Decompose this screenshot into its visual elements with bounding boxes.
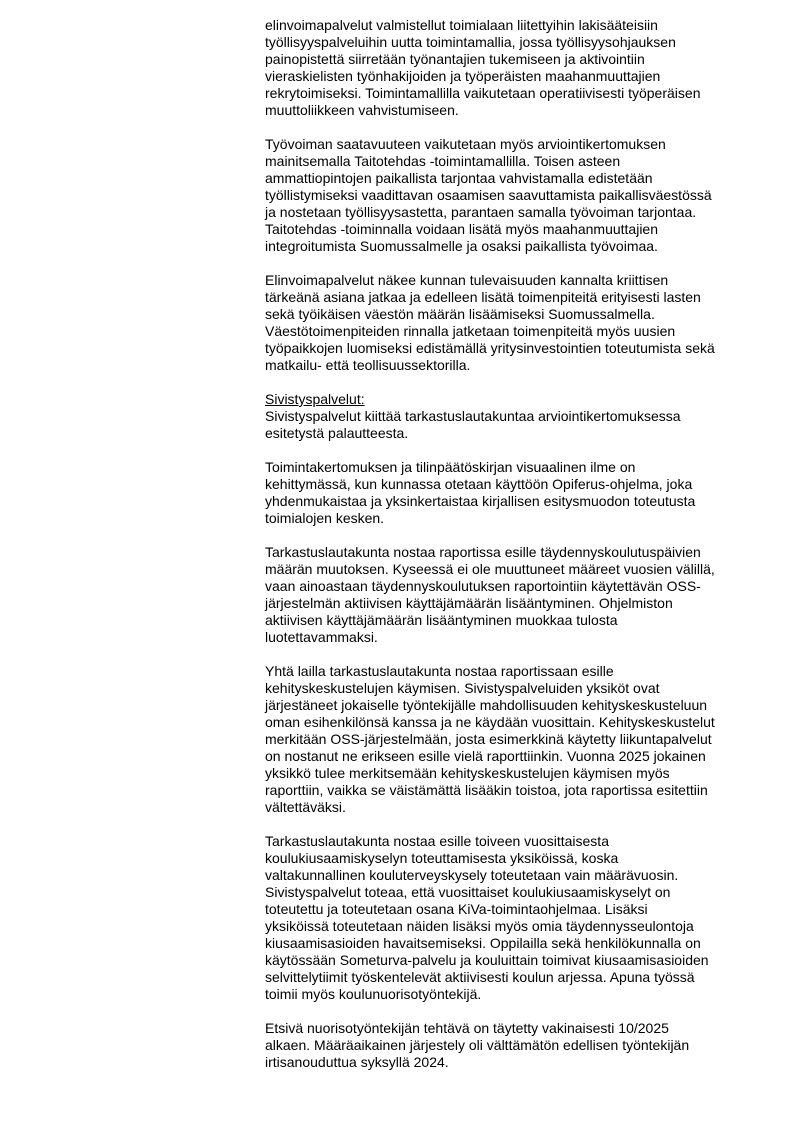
- text-line: mainitsemalla Taitotehdas -toimintamallilla. Toisen asteen: [265, 153, 621, 169]
- text-line: matkailu- että teollisuussektorilla.: [265, 357, 471, 373]
- text-line: käytössään Someturva-palvelu ja kouluittain toimivat kiusaamisasioiden: [265, 952, 709, 968]
- text-line: raporttiin, vaikka se väistämättä lisääkin toistoa, jota raportissa esitettiin: [265, 782, 708, 798]
- text-line: merkitään OSS-järjestelmään, josta esimerkkinä käytetty liikuntapalvelut: [265, 731, 712, 747]
- paragraph-koulukiusaaminen: [265, 833, 745, 1003]
- text-line: Taitotehdas -toiminnalla voidaan lisätä myös maahanmuuttajien: [265, 221, 658, 237]
- section-heading-sivistyspalvelut: Sivistyspalvelut:: [265, 391, 365, 407]
- text-line: Toimintakertomuksen ja tilinpäätöskirjan visuaalinen ilme on: [265, 459, 636, 475]
- document-page: [265, 17, 745, 1088]
- text-line: aktiivisen käyttäjämäärän lisääntyminen muokkaa tulosta: [265, 612, 618, 628]
- paragraph-taydennyskoulutus: [265, 544, 745, 646]
- text-line: koulukiusaamiskyselyn toteuttamisesta yksiköissä, koska: [265, 850, 619, 866]
- paragraph-kehityskeskustelut: [265, 663, 745, 816]
- text-line: integroitumista Suomussalmelle ja osaksi paikallista työvoimaa.: [265, 238, 658, 254]
- text-line: alkaen. Määräaikainen järjestely oli välttämätön edellisen työntekijän: [265, 1037, 690, 1053]
- text-line: työllistymiseksi vaadittavan osaamisen saavuttamista paikallisväestössä: [265, 187, 712, 203]
- text-line: ammattiopintojen paikallista tarjontaa vahvistamalla edistetään: [265, 170, 653, 186]
- text-line: järjestelmän aktiivisen käyttäjämäärän lisääntyminen. Ohjelmiston: [265, 595, 673, 611]
- text-line: painopistettä siirretään työnantajien tukemiseen ja aktivointiin: [265, 51, 645, 67]
- text-line: elinvoimapalvelut valmistellut toimialaan liitettyihin lakisääteisiin: [265, 17, 658, 33]
- text-line: valtakunnallinen kouluterveyskysely toteutetaan vain määrävuosin.: [265, 867, 679, 883]
- text-line: sekä työikäisen väestön määrän lisäämiseksi Suomussalmella.: [265, 306, 655, 322]
- paragraph-tyovoiman-saatavuus: [265, 136, 745, 255]
- text-line: Tarkastuslautakunta nostaa esille toiveen vuosittaisesta: [265, 833, 609, 849]
- text-line: Sivistyspalvelut kiittää tarkastuslautakuntaa arviointikertomuksessa: [265, 408, 681, 424]
- text-line: esitetystä palautteesta.: [265, 425, 409, 441]
- text-line: vältettäväksi.: [265, 799, 346, 815]
- text-line: vaan ainoastaan täydennyskoulutuksen raportointiin käytettävän OSS-: [265, 578, 701, 594]
- text-line: oman esihenkilönsä kanssa ja ne käydään vuosittain. Kehityskeskustelut: [265, 714, 715, 730]
- paragraph-etsiva-nuorisotyo: [265, 1020, 745, 1071]
- paragraph-sivistyspalvelut-kiitos: [265, 391, 745, 442]
- paragraph-elinvoima-tyollisyys: [265, 17, 745, 119]
- text-line: muuttoliikkeen vahvistumiseen.: [265, 102, 459, 118]
- text-line: irtisanouduttua syksyllä 2024.: [265, 1054, 449, 1070]
- text-line: vieraskielisten työnhakijoiden ja työperäisten maahanmuuttajien: [265, 68, 661, 84]
- text-line: yhdenmukaistaa ja yksinkertaistaa kirjallisen esitysmuodon toteutusta: [265, 493, 696, 509]
- text-line: yksiköissä toteutetaan näiden lisäksi myös omia täydennysseulontoja: [265, 918, 694, 934]
- text-line: toteutettu ja toteutetaan osana KiVa-toimintaohjelmaa. Lisäksi: [265, 901, 648, 917]
- text-line: toimii myös koulunuorisotyöntekijä.: [265, 986, 482, 1002]
- text-line: kehittymässä, kun kunnassa otetaan käyttöön Opiferus-ohjelma, joka: [265, 476, 693, 492]
- paragraph-visuaalinen-ilme: [265, 459, 745, 527]
- text-line: Väestötoimenpiteiden rinnalla jatketaan toimenpiteitä myös uusien: [265, 323, 676, 339]
- text-line: on nostanut ne erikseen esille vielä raporttiinkin. Vuonna 2025 jokainen: [265, 748, 706, 764]
- text-line: järjestäneet jokaiselle työntekijälle mahdollisuuden kehityskeskusteluun: [265, 697, 708, 713]
- text-line: Työvoiman saatavuuteen vaikutetaan myös arviointikertomuksen: [265, 136, 666, 152]
- text-line: Etsivä nuorisotyöntekijän tehtävä on täytetty vakinaisesti 10/2025: [265, 1020, 669, 1036]
- text-line: Sivistyspalvelut toteaa, että vuosittaiset koulukiusaamiskyselyt on: [265, 884, 671, 900]
- text-line: työpaikkojen luomiseksi edistämällä yritysinvestointien toteutumista sekä: [265, 340, 715, 356]
- text-line: rekrytoimiseksi. Toimintamallilla vaikutetaan operatiivisesti työperäisen: [265, 85, 701, 101]
- text-line: toimialojen kesken.: [265, 510, 385, 526]
- text-line: työllisyyspalveluihin uutta toimintamallia, jossa työllisyysohjauksen: [265, 34, 676, 50]
- paragraph-elinvoima-tulevaisuus: [265, 272, 745, 374]
- text-line: luotettavammaksi.: [265, 629, 378, 645]
- text-line: Elinvoimapalvelut näkee kunnan tulevaisuuden kannalta kriittisen: [265, 272, 669, 288]
- text-line: selvittelytiimit työskentelevät aktiivisesti koulun arjessa. Apuna työssä: [265, 969, 695, 985]
- text-line: tärkeänä asiana jatkaa ja edelleen lisätä toimenpiteitä erityisesti lasten: [265, 289, 701, 305]
- text-line: Tarkastuslautakunta nostaa raportissa esille täydennyskoulutuspäivien: [265, 544, 701, 560]
- text-line: ja nostetaan työllisyysastetta, parantaen samalla työvoiman tarjontaa.: [265, 204, 697, 220]
- text-line: Yhtä lailla tarkastuslautakunta nostaa raportissaan esille: [265, 663, 614, 679]
- text-line: kiusaamisasioiden havaitsemiseksi. Oppilailla sekä henkilökunnalla on: [265, 935, 701, 951]
- text-line: yksikkö tulee merkitsemään kehityskeskustelujen käymisen myös: [265, 765, 670, 781]
- text-line: määrän muutoksen. Kyseessä ei ole muuttuneet määreet vuosien välillä,: [265, 561, 715, 577]
- text-line: kehityskeskustelujen käymisen. Sivistyspalveluiden yksiköt ovat: [265, 680, 660, 696]
